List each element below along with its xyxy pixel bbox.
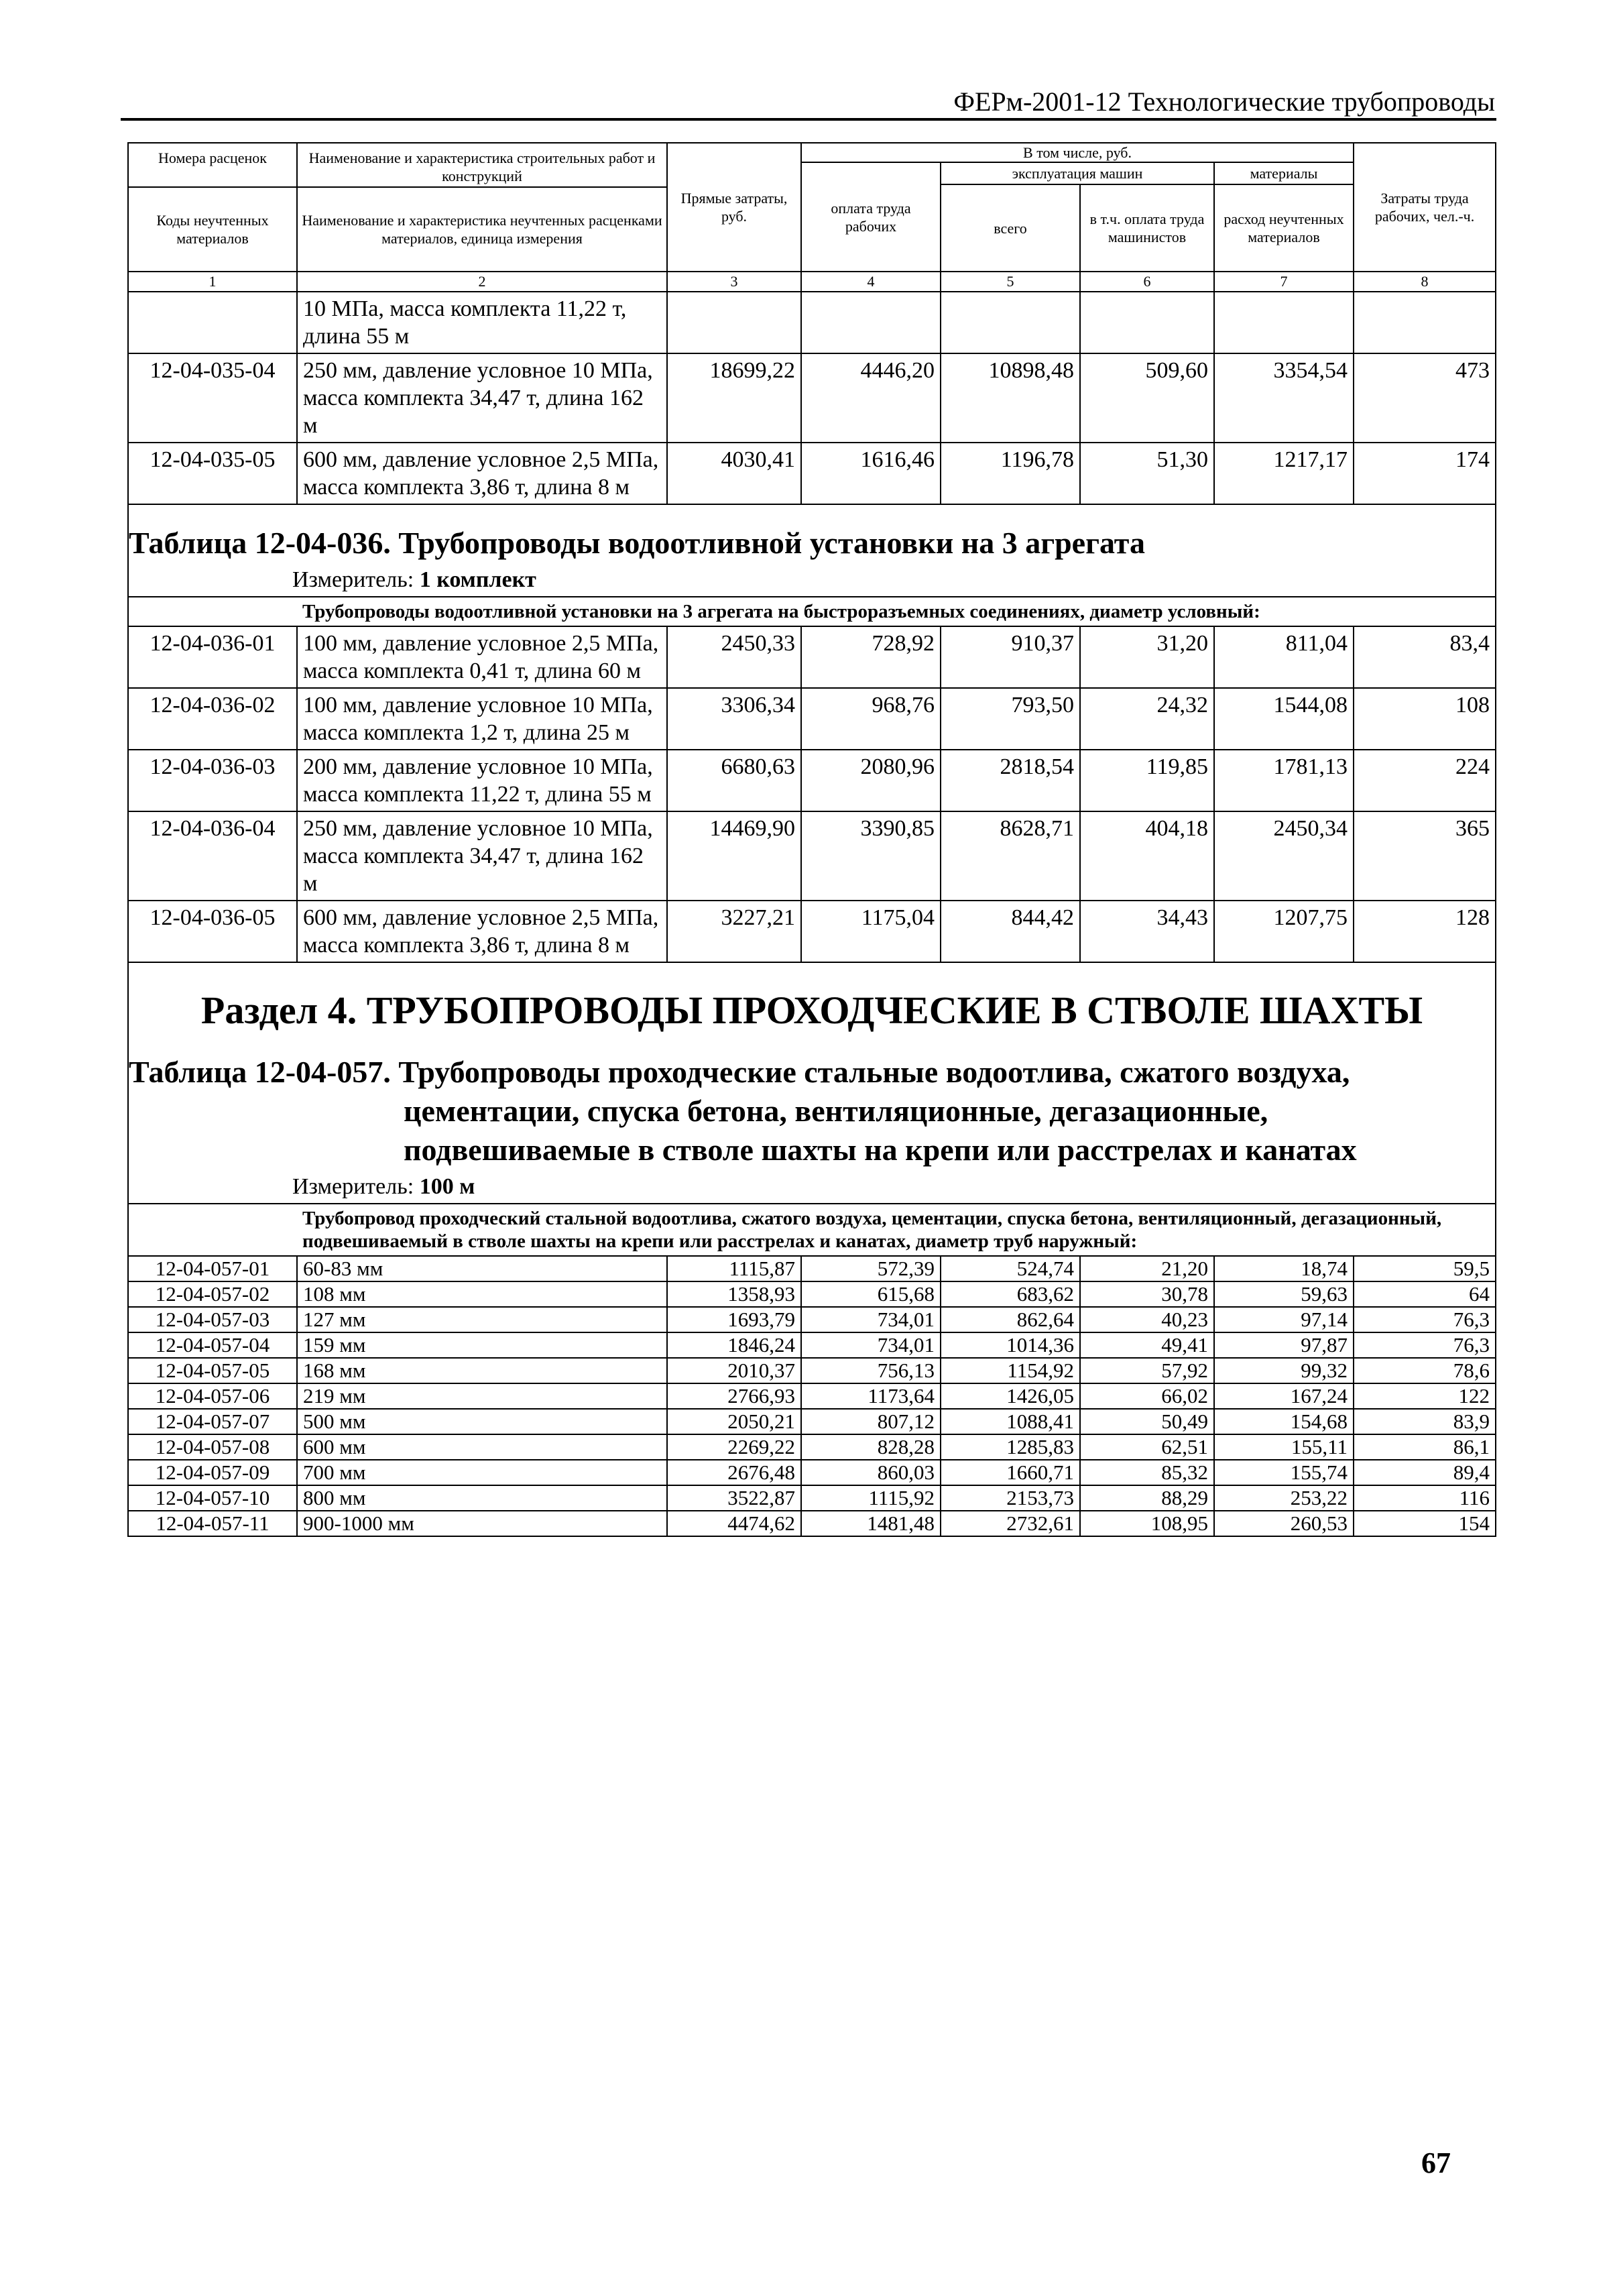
rate-description: 108 мм <box>297 1281 667 1307</box>
rate-row <box>128 1307 1496 1332</box>
rate-code: 12-04-057-04 <box>128 1332 297 1358</box>
rate-value-4: 968,76 <box>801 688 941 750</box>
rate-value-3: 14469,90 <box>667 811 801 901</box>
colnum: 5 <box>941 272 1080 292</box>
rate-value-6: 50,49 <box>1080 1409 1214 1434</box>
caption-line-1: Таблица 12-04-057. Трубопроводы проходческие стальные водоотлива, сжатого воздуха, <box>129 1055 1350 1089</box>
rate-description: 200 мм, давление условное 10 МПа, масса комплекта 11,22 т, длина 55 м <box>297 750 667 811</box>
section-cell <box>128 962 1496 1047</box>
col-header-rashod: расход неучтенных материалов <box>1214 184 1354 272</box>
caption-row <box>128 504 1496 564</box>
rate-code: 12-04-036-03 <box>128 750 297 811</box>
rate-value-7: 2450,34 <box>1214 811 1354 901</box>
group-spacer <box>128 597 297 626</box>
rate-value-4: 1481,48 <box>801 1511 941 1536</box>
rate-row <box>128 688 1496 750</box>
rate-value-3: 4030,41 <box>667 443 801 504</box>
rate-value-5: 8628,71 <box>941 811 1080 901</box>
rate-value-8: 473 <box>1354 353 1496 443</box>
rate-value-5: 844,42 <box>941 901 1080 962</box>
rate-value-4: 728,92 <box>801 626 941 688</box>
rate-code: 12-04-057-11 <box>128 1511 297 1536</box>
rate-value-3 <box>667 292 801 353</box>
rate-code: 12-04-057-02 <box>128 1281 297 1307</box>
rate-value-8: 64 <box>1354 1281 1496 1307</box>
colnum: 4 <box>801 272 941 292</box>
rate-value-6: 404,18 <box>1080 811 1214 901</box>
page-number: 67 <box>1421 2146 1451 2179</box>
rate-value-3: 2450,33 <box>667 626 801 688</box>
rate-value-4 <box>801 292 941 353</box>
col-header-ekspl: эксплуатация машин <box>941 162 1214 184</box>
rate-code: 12-04-057-01 <box>128 1256 297 1281</box>
measure-value: 1 комплект <box>419 567 536 592</box>
rate-value-3: 1693,79 <box>667 1307 801 1332</box>
col-header-naim2: Наименование и характеристика неучтенных расценками материалов, единица измерения <box>297 187 667 272</box>
col-header-oplata: оплата труда рабочих <box>801 162 941 272</box>
rate-description: 127 мм <box>297 1307 667 1332</box>
rate-value-8: 83,9 <box>1354 1409 1496 1434</box>
rate-value-6 <box>1080 292 1214 353</box>
rate-value-3: 2766,93 <box>667 1383 801 1409</box>
rate-value-7: 167,24 <box>1214 1383 1354 1409</box>
rate-value-8: 108 <box>1354 688 1496 750</box>
rate-description: 219 мм <box>297 1383 667 1409</box>
measure-row <box>128 564 1496 597</box>
rate-row <box>128 1434 1496 1460</box>
rate-value-8: 78,6 <box>1354 1358 1496 1383</box>
rate-value-8: 89,4 <box>1354 1460 1496 1485</box>
col-header-vsego: всего <box>941 184 1080 272</box>
rate-value-8: 122 <box>1354 1383 1496 1409</box>
rate-value-5: 1196,78 <box>941 443 1080 504</box>
rate-value-5 <box>941 292 1080 353</box>
rate-value-5: 2732,61 <box>941 1511 1080 1536</box>
running-title: ФЕРм-2001-12 Технологические трубопроводы <box>953 87 1495 117</box>
caption-row <box>128 1047 1496 1171</box>
rate-code <box>128 292 297 353</box>
rate-code: 12-04-057-07 <box>128 1409 297 1434</box>
table-caption <box>129 1047 1495 1171</box>
header-rule <box>121 118 1496 121</box>
rate-value-4: 807,12 <box>801 1409 941 1434</box>
rate-value-6: 34,43 <box>1080 901 1214 962</box>
rate-value-6: 509,60 <box>1080 353 1214 443</box>
rate-value-5: 2818,54 <box>941 750 1080 811</box>
rate-value-7: 154,68 <box>1214 1409 1354 1434</box>
rate-value-3: 2010,37 <box>667 1358 801 1383</box>
rate-value-8: 116 <box>1354 1485 1496 1511</box>
rate-value-4: 1173,64 <box>801 1383 941 1409</box>
rate-value-5: 793,50 <box>941 688 1080 750</box>
col-header-vtom: В том числе, руб. <box>801 143 1354 162</box>
rate-value-8: 86,1 <box>1354 1434 1496 1460</box>
rate-value-8: 83,4 <box>1354 626 1496 688</box>
rate-value-3: 1115,87 <box>667 1256 801 1281</box>
rate-value-6: 21,20 <box>1080 1256 1214 1281</box>
rate-value-8: 224 <box>1354 750 1496 811</box>
colnum: 6 <box>1080 272 1214 292</box>
rate-value-4: 2080,96 <box>801 750 941 811</box>
rate-value-4: 3390,85 <box>801 811 941 901</box>
rate-code: 12-04-057-06 <box>128 1383 297 1409</box>
rate-value-3: 4474,62 <box>667 1511 801 1536</box>
colnum: 7 <box>1214 272 1354 292</box>
colnum: 3 <box>667 272 801 292</box>
rate-value-8: 76,3 <box>1354 1307 1496 1332</box>
rate-code: 12-04-035-05 <box>128 443 297 504</box>
col-header-mater: материалы <box>1214 162 1354 184</box>
rate-value-5: 1088,41 <box>941 1409 1080 1434</box>
rate-value-6: 24,32 <box>1080 688 1214 750</box>
rate-value-4: 1175,04 <box>801 901 941 962</box>
rate-value-6: 119,85 <box>1080 750 1214 811</box>
measure-label: Измеритель: <box>292 1174 414 1199</box>
rate-value-7: 18,74 <box>1214 1256 1354 1281</box>
rate-value-7: 59,63 <box>1214 1281 1354 1307</box>
rate-value-4: 756,13 <box>801 1358 941 1383</box>
caption-cell <box>128 504 1496 564</box>
rate-code: 12-04-035-04 <box>128 353 297 443</box>
rate-description: 700 мм <box>297 1460 667 1485</box>
col-header-nomer: Номера расценок <box>128 143 297 187</box>
rate-value-6: 88,29 <box>1080 1485 1214 1511</box>
rate-value-7: 97,87 <box>1214 1332 1354 1358</box>
rate-value-6: 51,30 <box>1080 443 1214 504</box>
rate-row <box>128 1383 1496 1409</box>
rate-description: 250 мм, давление условное 10 МПа, масса комплекта 34,47 т, длина 162 м <box>297 353 667 443</box>
rate-value-3: 2050,21 <box>667 1409 801 1434</box>
rate-value-6: 30,78 <box>1080 1281 1214 1307</box>
rate-value-6: 57,92 <box>1080 1358 1214 1383</box>
rate-value-4: 1616,46 <box>801 443 941 504</box>
rate-description: 10 МПа, масса комплекта 11,22 т, длина 55 м <box>297 292 667 353</box>
rate-row <box>128 1409 1496 1434</box>
rate-value-5: 1426,05 <box>941 1383 1080 1409</box>
rate-value-7: 811,04 <box>1214 626 1354 688</box>
rate-row <box>128 1256 1496 1281</box>
rate-row <box>128 626 1496 688</box>
rate-code: 12-04-036-05 <box>128 901 297 962</box>
rate-value-8 <box>1354 292 1496 353</box>
rate-description: 100 мм, давление условное 2,5 МПа, масса комплекта 0,41 т, длина 60 м <box>297 626 667 688</box>
rate-value-8: 174 <box>1354 443 1496 504</box>
rate-code: 12-04-036-02 <box>128 688 297 750</box>
col-header-naim: Наименование и характеристика строительных работ и конструкций <box>297 143 667 187</box>
rate-value-4: 734,01 <box>801 1307 941 1332</box>
rate-value-5: 1014,36 <box>941 1332 1080 1358</box>
rate-value-3: 3227,21 <box>667 901 801 962</box>
rate-description: 600 мм <box>297 1434 667 1460</box>
rate-value-5: 1154,92 <box>941 1358 1080 1383</box>
rate-value-8: 128 <box>1354 901 1496 962</box>
rate-value-7: 155,11 <box>1214 1434 1354 1460</box>
rate-value-4: 828,28 <box>801 1434 941 1460</box>
rate-value-6: 108,95 <box>1080 1511 1214 1536</box>
rate-code: 12-04-057-03 <box>128 1307 297 1332</box>
measure-label: Измеритель: <box>292 567 414 592</box>
rate-value-8: 365 <box>1354 811 1496 901</box>
rate-code: 12-04-057-10 <box>128 1485 297 1511</box>
header-row-1 <box>128 143 1496 162</box>
rate-value-5: 10898,48 <box>941 353 1080 443</box>
rate-value-7: 1544,08 <box>1214 688 1354 750</box>
caption-cell <box>128 1047 1496 1171</box>
rate-value-3: 1358,93 <box>667 1281 801 1307</box>
rate-value-3: 2676,48 <box>667 1460 801 1485</box>
rate-value-6: 31,20 <box>1080 626 1214 688</box>
rate-value-5: 683,62 <box>941 1281 1080 1307</box>
measure-cell <box>128 564 1496 597</box>
rate-description: 100 мм, давление условное 10 МПа, масса комплекта 1,2 т, длина 25 м <box>297 688 667 750</box>
group-spacer <box>128 1204 297 1256</box>
rate-row <box>128 1485 1496 1511</box>
rate-value-3: 2269,22 <box>667 1434 801 1460</box>
rate-value-7: 1207,75 <box>1214 901 1354 962</box>
rate-value-7: 97,14 <box>1214 1307 1354 1332</box>
rate-row <box>128 1511 1496 1536</box>
colnum: 8 <box>1354 272 1496 292</box>
caption-line-3: подвешиваемые в стволе шахты на крепи или расстрелах и канатах <box>404 1133 1357 1167</box>
rate-code: 12-04-057-08 <box>128 1434 297 1460</box>
rate-value-3: 6680,63 <box>667 750 801 811</box>
rate-value-5: 524,74 <box>941 1256 1080 1281</box>
rate-value-8: 154 <box>1354 1511 1496 1536</box>
rate-description: 800 мм <box>297 1485 667 1511</box>
caption-line-2: цементации, спуска бетона, вентиляционные, дегазационные, <box>404 1094 1268 1128</box>
rate-value-5: 2153,73 <box>941 1485 1080 1511</box>
rate-value-6: 62,51 <box>1080 1434 1214 1460</box>
rate-value-5: 910,37 <box>941 626 1080 688</box>
rate-code: 12-04-036-04 <box>128 811 297 901</box>
colnum: 2 <box>297 272 667 292</box>
rate-row <box>128 443 1496 504</box>
rate-value-7: 1781,13 <box>1214 750 1354 811</box>
rate-value-3: 3306,34 <box>667 688 801 750</box>
rate-value-4: 734,01 <box>801 1332 941 1358</box>
rate-value-7 <box>1214 292 1354 353</box>
rates-table <box>127 142 1496 1537</box>
rate-value-4: 572,39 <box>801 1256 941 1281</box>
group-title: Трубопроводы водоотливной установки на 3 агрегата на быстроразъемных соединениях, диаметр условный: <box>297 597 1496 626</box>
rate-value-7: 99,32 <box>1214 1358 1354 1383</box>
rate-row <box>128 811 1496 901</box>
rate-code: 12-04-036-01 <box>128 626 297 688</box>
rate-value-5: 1660,71 <box>941 1460 1080 1485</box>
rate-row <box>128 1460 1496 1485</box>
rate-description: 900-1000 мм <box>297 1511 667 1536</box>
rate-description: 60-83 мм <box>297 1256 667 1281</box>
column-numbers-row <box>128 272 1496 292</box>
rate-description: 250 мм, давление условное 10 МПа, масса комплекта 34,47 т, длина 162 м <box>297 811 667 901</box>
rate-value-4: 4446,20 <box>801 353 941 443</box>
col-header-kody: Коды неучтенных материалов <box>128 187 297 272</box>
rate-description: 600 мм, давление условное 2,5 МПа, масса комплекта 3,86 т, длина 8 м <box>297 443 667 504</box>
rate-row <box>128 1332 1496 1358</box>
rate-description: 168 мм <box>297 1358 667 1383</box>
group-title: Трубопровод проходческий стальной водоотлива, сжатого воздуха, цементации, спуска бетона, вентиляционный, дегазационный, подвешиваемый в стволе шахты на крепи или расстрелах и канатах, диаметр труб наружный: <box>297 1204 1496 1256</box>
rate-value-5: 1285,83 <box>941 1434 1080 1460</box>
rate-value-4: 860,03 <box>801 1460 941 1485</box>
rate-value-3: 3522,87 <box>667 1485 801 1511</box>
rate-description: 159 мм <box>297 1332 667 1358</box>
rate-value-7: 260,53 <box>1214 1511 1354 1536</box>
col-header-vtch: в т.ч. оплата труда машинистов <box>1080 184 1214 272</box>
rate-row <box>128 1281 1496 1307</box>
rate-row <box>128 750 1496 811</box>
table-caption: Таблица 12-04-036. Трубопроводы водоотливной установки на 3 агрегата <box>129 526 1145 560</box>
measure-cell <box>128 1171 1496 1204</box>
group-row <box>128 597 1496 626</box>
rate-row <box>128 292 1496 353</box>
rate-value-4: 615,68 <box>801 1281 941 1307</box>
rate-value-6: 49,41 <box>1080 1332 1214 1358</box>
measure-row <box>128 1171 1496 1204</box>
rates-table-body <box>128 143 1496 1536</box>
rate-value-6: 40,23 <box>1080 1307 1214 1332</box>
rate-code: 12-04-057-05 <box>128 1358 297 1383</box>
rate-value-6: 85,32 <box>1080 1460 1214 1485</box>
rate-description: 500 мм <box>297 1409 667 1434</box>
rate-value-4: 1115,92 <box>801 1485 941 1511</box>
section-title: Раздел 4. ТРУБОПРОВОДЫ ПРОХОДЧЕСКИЕ В СТВОЛЕ ШАХТЫ <box>200 988 1423 1032</box>
colnum: 1 <box>128 272 297 292</box>
rate-value-5: 862,64 <box>941 1307 1080 1332</box>
rate-value-8: 59,5 <box>1354 1256 1496 1281</box>
col-header-zatr: Затраты труда рабочих, чел.-ч. <box>1354 143 1496 272</box>
rate-code: 12-04-057-09 <box>128 1460 297 1485</box>
rate-value-6: 66,02 <box>1080 1383 1214 1409</box>
rates-page <box>127 142 1495 1537</box>
rate-value-7: 253,22 <box>1214 1485 1354 1511</box>
rate-value-7: 155,74 <box>1214 1460 1354 1485</box>
rate-description: 600 мм, давление условное 2,5 МПа, масса комплекта 3,86 т, длина 8 м <box>297 901 667 962</box>
rate-value-7: 1217,17 <box>1214 443 1354 504</box>
rate-value-3: 1846,24 <box>667 1332 801 1358</box>
rate-row <box>128 353 1496 443</box>
rate-row <box>128 1358 1496 1383</box>
section-row <box>128 962 1496 1047</box>
measure-value: 100 м <box>419 1174 475 1199</box>
rate-value-3: 18699,22 <box>667 353 801 443</box>
col-header-pryam: Прямые затраты, руб. <box>667 143 801 272</box>
rate-value-7: 3354,54 <box>1214 353 1354 443</box>
group-row <box>128 1204 1496 1256</box>
rate-row <box>128 901 1496 962</box>
rate-value-8: 76,3 <box>1354 1332 1496 1358</box>
